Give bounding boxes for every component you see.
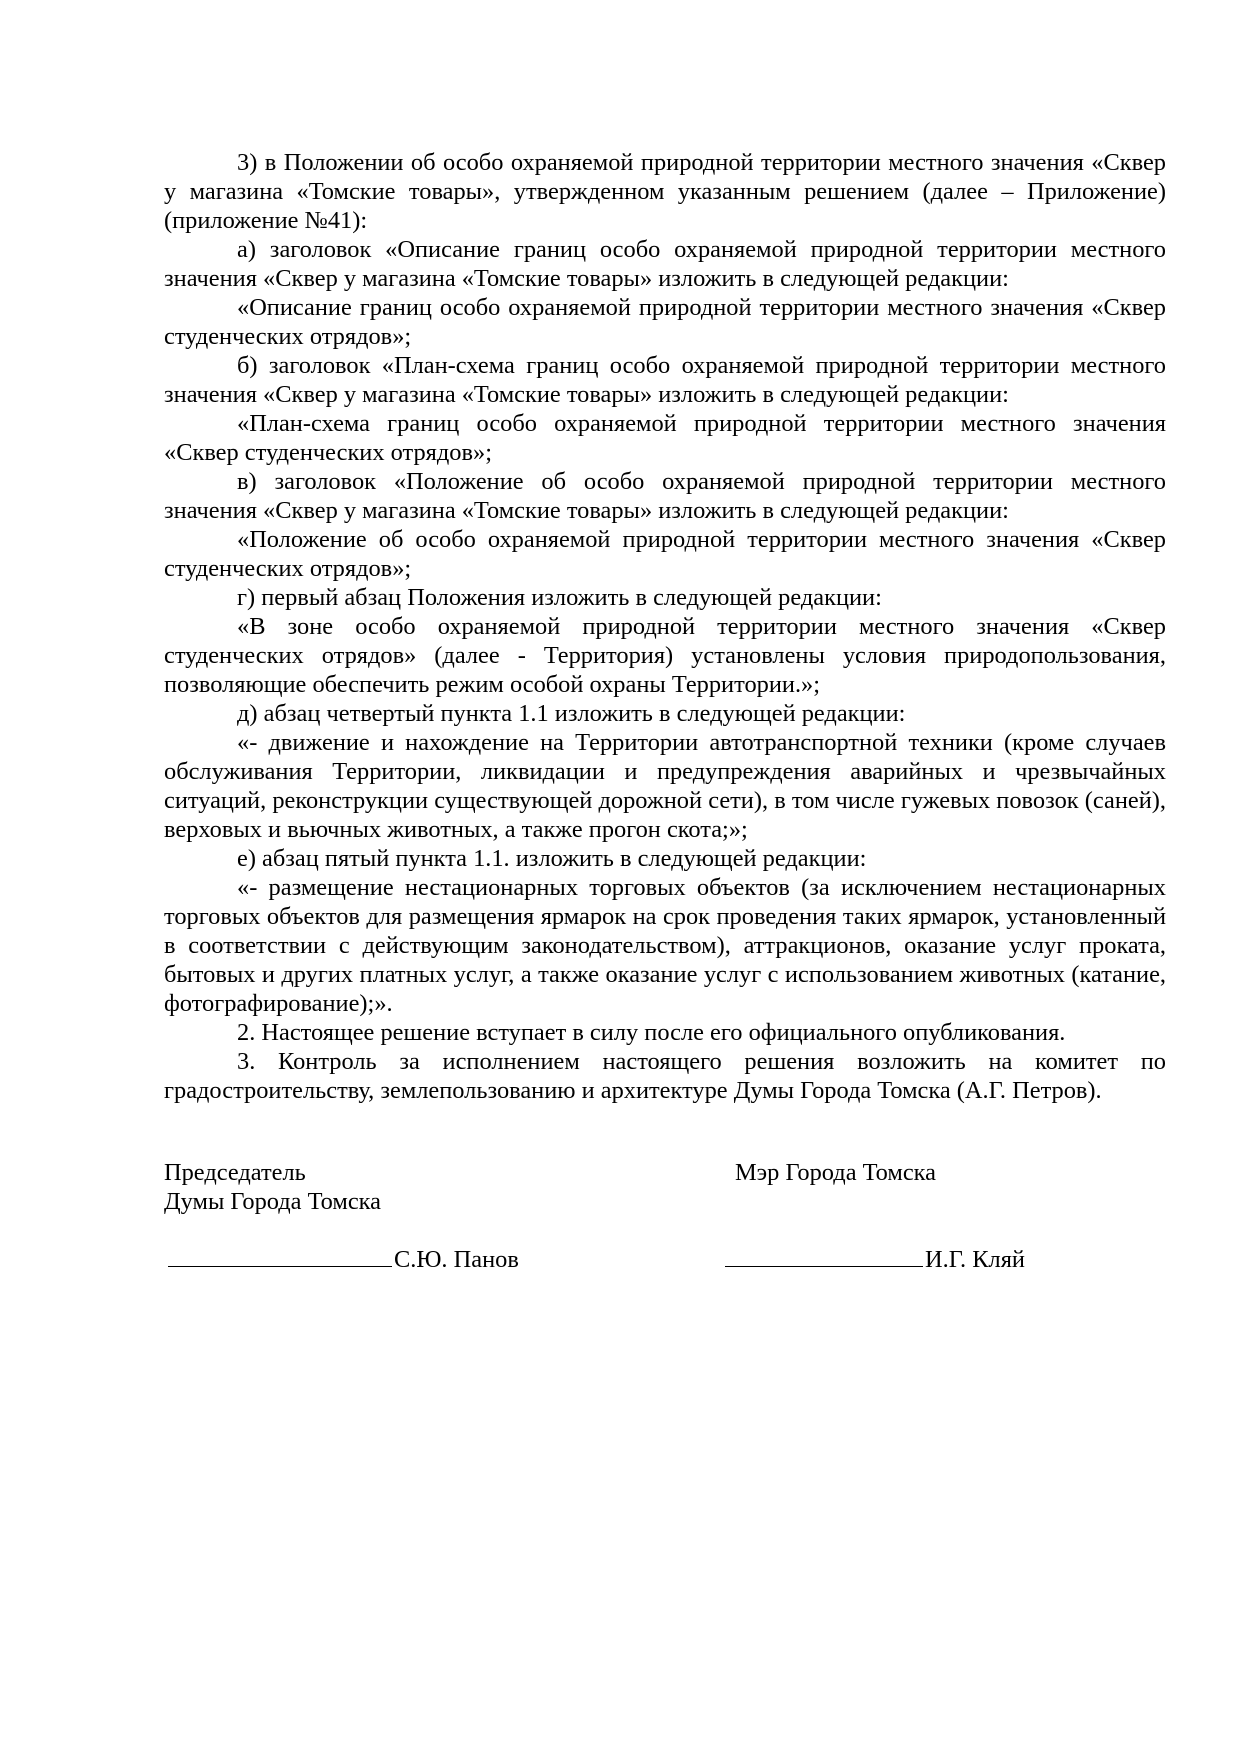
paragraph-v-heading: в) заголовок «Положение об особо охраняемой природной территории местного значения «Сквер у магазина «Томские товары» изложить в следующей редакции: (164, 468, 1166, 524)
signature-underline-left (168, 1244, 392, 1267)
signature-right-title (735, 1158, 936, 1187)
paragraph-3-control: 3. Контроль за исполнением настоящего решения возложить на комитет по градостроительству, землепользованию и архитектуре Думы Города Томска (А.Г. Петров). (164, 1048, 1166, 1104)
mayor-name: И.Г. Кляй (925, 1246, 1025, 1273)
mayor-title: Мэр Города Томска (735, 1159, 936, 1186)
paragraph-d-new-text: «- движение и нахождение на Территории автотранспортной техники (кроме случаев обслуживания Территории, ликвидации и предупреждения аварийных и чрезвычайных ситуаций, реконструкции существующей дорожной сети), в том числе гужевых повозок (саней), верховых и вьючных животных, а также прогон скота;»; (164, 729, 1166, 843)
signature-left-line (168, 1244, 519, 1274)
chairman-duma: Думы Города Томска (164, 1188, 381, 1215)
signature-left-title (164, 1158, 381, 1216)
signature-right-line (725, 1244, 1025, 1274)
chairman-name: С.Ю. Панов (394, 1246, 519, 1273)
paragraph-e-new-text: «- размещение нестационарных торговых объектов (за исключением нестационарных торговых объектов для размещения ярмарок на срок проведения таких ярмарок, установленный в соответствии с действующим законодательством), аттракционов, оказание услуг проката, бытовых и других платных услуг, а также оказание услуг с использованием животных (катание, фотографирование);». (164, 874, 1166, 1017)
paragraph-g-new-text: «В зоне особо охраняемой природной территории местного значения «Сквер студенческих отрядов» (далее - Территория) установлены условия природопользования, позволяющие обеспечить режим особой охраны Территории.»; (164, 613, 1166, 698)
paragraph-e-fifth: е) абзац пятый пункта 1.1. изложить в следующей редакции: (237, 845, 867, 872)
paragraph-a-new-text: «Описание границ особо охраняемой природной территории местного значения «Сквер студенческих отрядов»; (164, 294, 1166, 350)
document-body (164, 148, 1166, 1105)
paragraph-d-fourth: д) абзац четвертый пункта 1.1 изложить в следующей редакции: (237, 700, 906, 727)
paragraph-v-new-text: «Положение об особо охраняемой природной территории местного значения «Сквер студенческих отрядов»; (164, 526, 1166, 582)
signature-underline-right (725, 1244, 923, 1267)
paragraph-a-heading: а) заголовок «Описание границ особо охраняемой природной территории местного значения «Сквер у магазина «Томские товары» изложить в следующей редакции: (164, 236, 1166, 292)
paragraph-2-effective: 2. Настоящее решение вступает в силу после его официального опубликования. (237, 1019, 1066, 1046)
paragraph-3-polozhenie: 3) в Положении об особо охраняемой природной территории местного значения «Сквер у магазина «Томские товары», утвержденном указанным решением (далее – Приложение) (приложение №41): (164, 149, 1166, 234)
paragraph-b-new-text: «План-схема границ особо охраняемой природной территории местного значения «Сквер студенческих отрядов»; (164, 410, 1166, 466)
chairman-title: Председатель (164, 1159, 306, 1186)
paragraph-g-first: г) первый абзац Положения изложить в следующей редакции: (237, 584, 882, 611)
paragraph-b-heading: б) заголовок «План-схема границ особо охраняемой природной территории местного значения «Сквер у магазина «Томские товары» изложить в следующей редакции: (164, 352, 1166, 408)
